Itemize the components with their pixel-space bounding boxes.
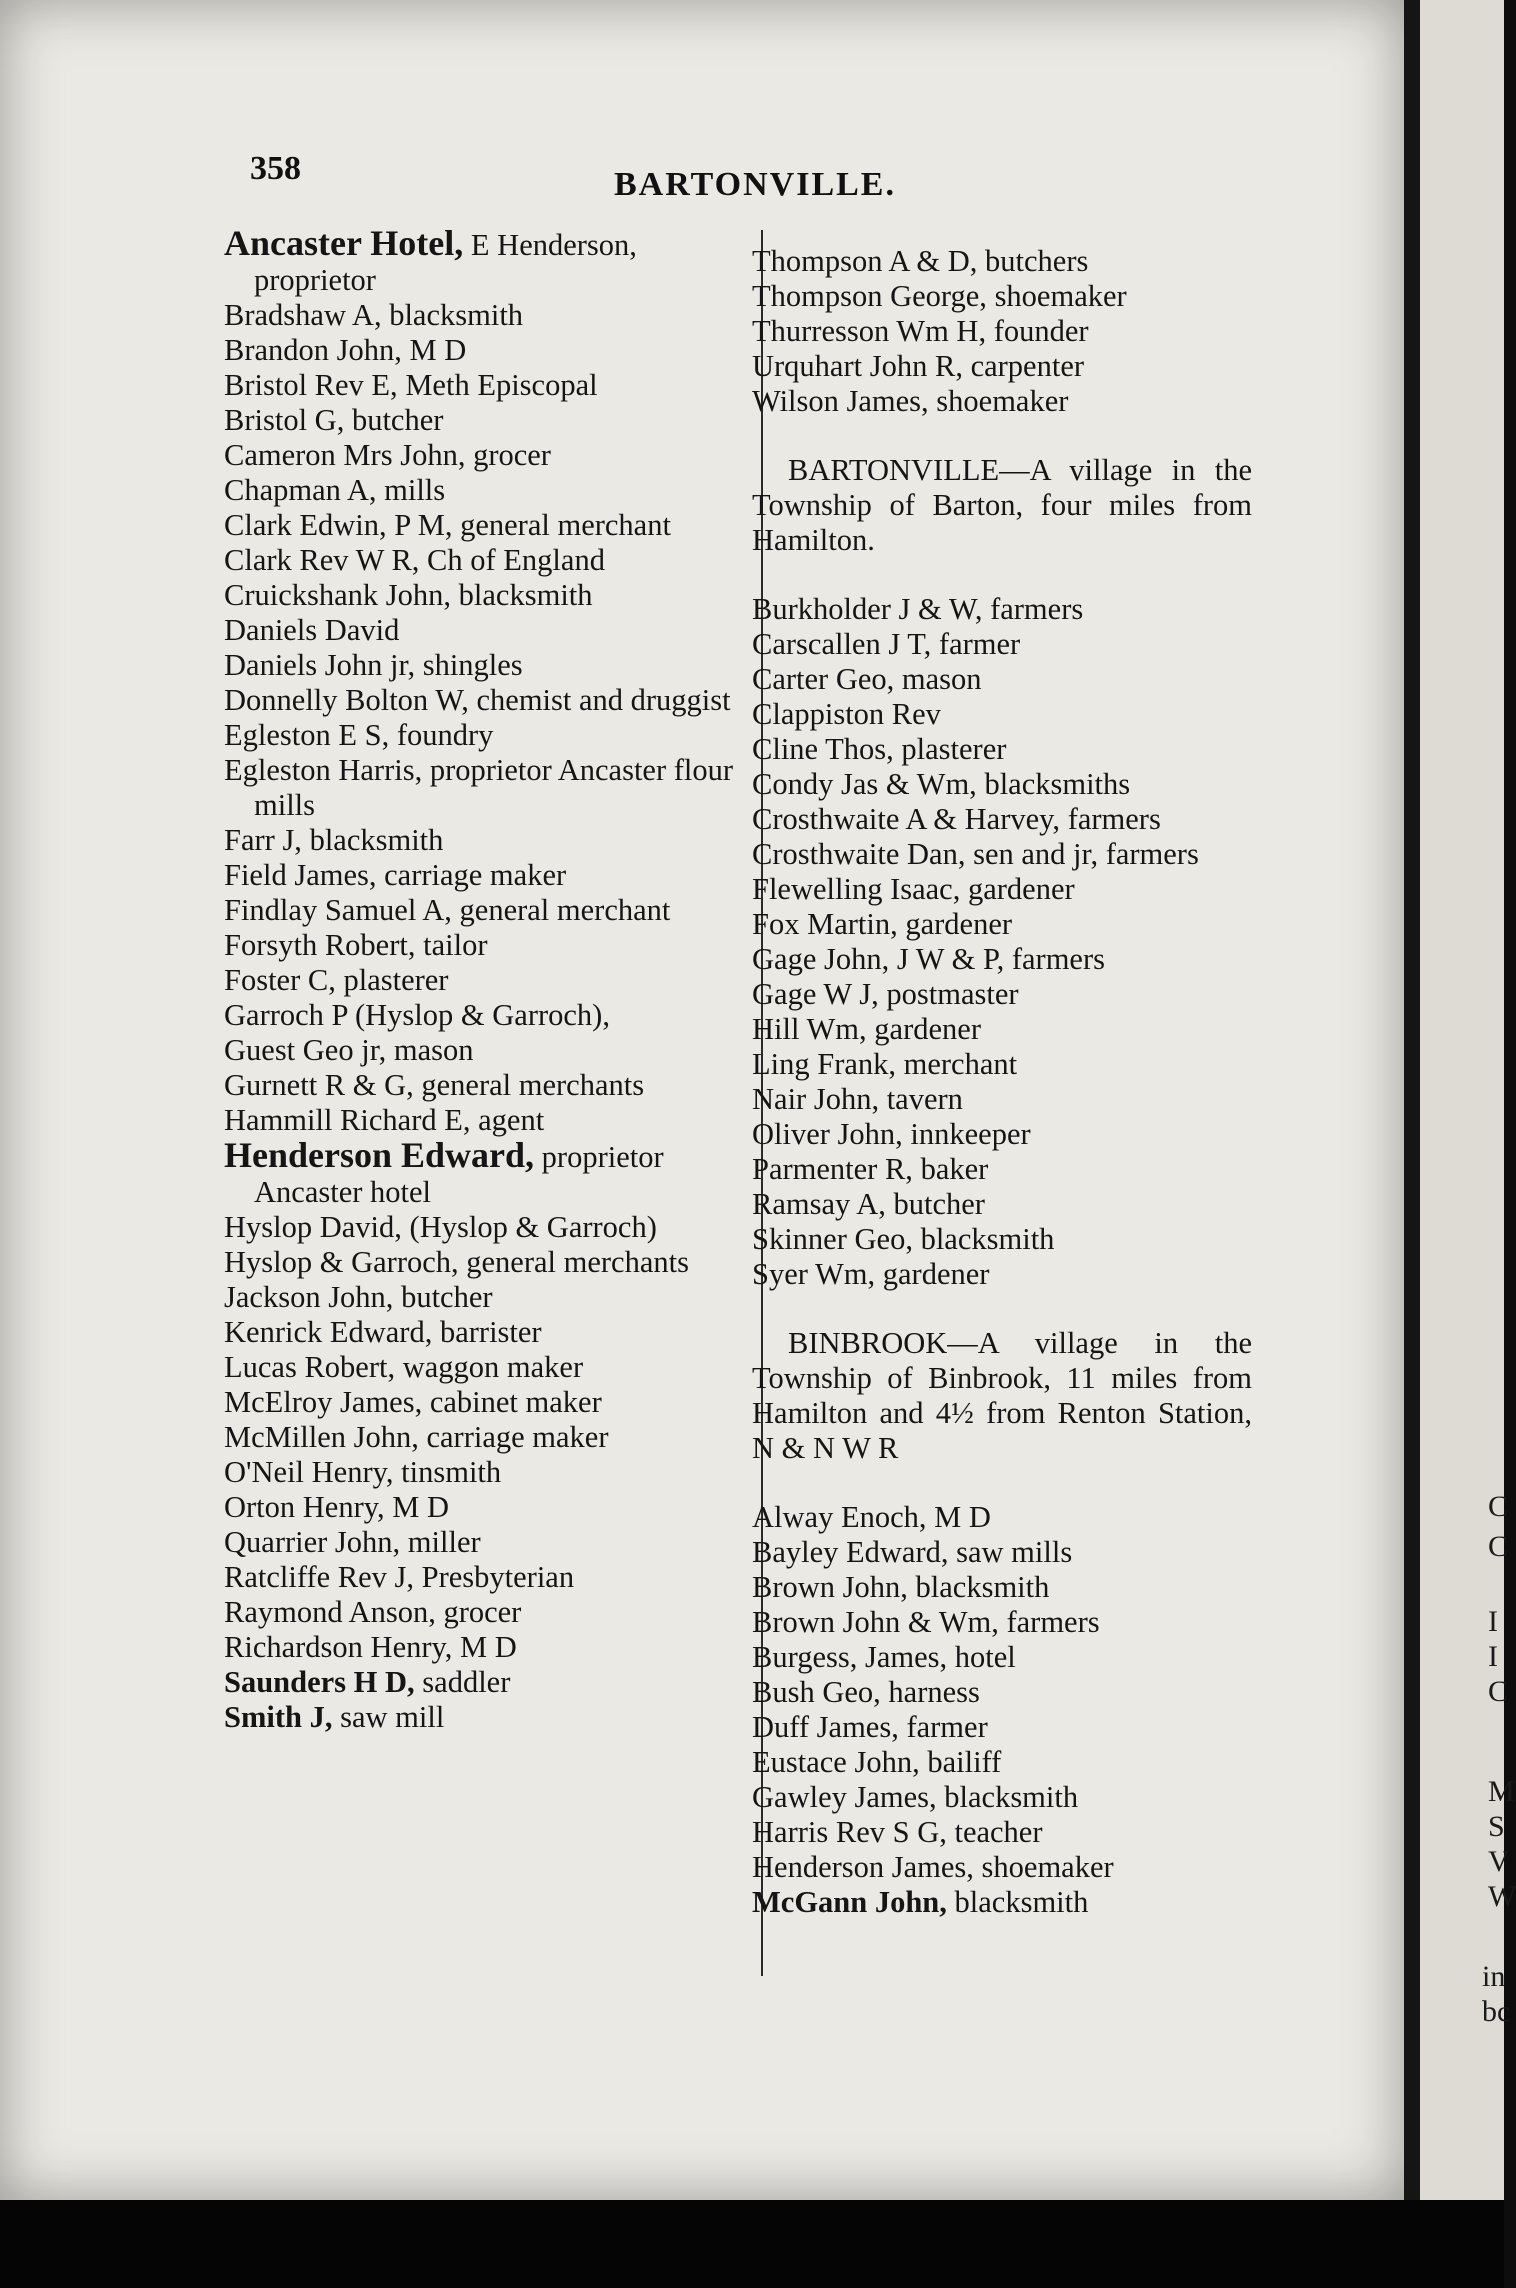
entry-description: waggon maker (395, 1350, 584, 1384)
section-gap (752, 558, 1252, 592)
directory-entry (224, 1210, 744, 1245)
entry-description: general merchants (458, 1245, 689, 1279)
entry-name: Lucas Robert, (224, 1350, 396, 1384)
directory-entry (224, 753, 744, 823)
directory-entry (224, 1455, 744, 1490)
entry-name: Eustace John, (752, 1745, 920, 1779)
directory-entry (752, 1815, 1252, 1850)
entry-description: carpenter (962, 349, 1085, 383)
directory-entry (224, 1630, 744, 1665)
entry-name: Parmenter R, (752, 1152, 913, 1186)
entry-description: blacksmith (301, 823, 444, 857)
entry-name: Henderson James, (752, 1850, 974, 1884)
directory-entry (752, 872, 1252, 907)
entry-name: Chapman A, (224, 473, 377, 507)
directory-entry (752, 1885, 1252, 1920)
entry-name: Hyslop & Garroch, (224, 1245, 459, 1279)
directory-entry (224, 473, 744, 508)
entry-description: blacksmith (907, 1570, 1050, 1604)
entry-description: blacksmith (912, 1222, 1055, 1256)
entry-description: cabinet maker (422, 1385, 602, 1419)
entry-name: Carter Geo, (752, 662, 895, 696)
entry-name: Hill Wm, (752, 1012, 867, 1046)
directory-entry (752, 1082, 1252, 1117)
scan-bottom-edge (0, 2200, 1504, 2288)
entry-name: Flewelling Isaac, (752, 872, 961, 906)
entry-name: Quarrier John, (224, 1525, 401, 1559)
directory-entry (224, 543, 744, 578)
facing-page-fragment: C (1488, 1530, 1509, 1563)
directory-entry (224, 223, 744, 298)
directory-entry (224, 893, 744, 928)
directory-entry (752, 384, 1252, 419)
directory-entry (224, 1280, 744, 1315)
entry-description: farmers (998, 1605, 1100, 1639)
entry-description: farmers (982, 592, 1084, 626)
directory-entry (752, 1675, 1252, 1710)
entry-name: Gage W J, (752, 977, 879, 1011)
entry-description: baker (912, 1152, 989, 1186)
entry-description: Ch of England (419, 543, 605, 577)
entry-name: Syer Wm, (752, 1257, 876, 1291)
entry-description: plasterer (893, 732, 1007, 766)
directory-entry (752, 1850, 1252, 1885)
entry-description: butcher (393, 1280, 493, 1314)
entry-name: McMillen John, (224, 1420, 419, 1454)
entry-name: Garroch P (224, 998, 348, 1032)
entry-name: Daniels David (224, 613, 400, 647)
entry-name: Daniels John jr, (224, 648, 416, 682)
directory-entry (224, 1245, 744, 1280)
entry-description: mills (376, 473, 446, 507)
directory-entry (752, 1640, 1252, 1675)
directory-entry (752, 592, 1252, 627)
entry-name: Findlay Samuel A, (224, 893, 452, 927)
directory-entry (752, 1500, 1252, 1535)
bartonville-intro: BARTONVILLE—A village in the Township of Barton, four miles from Hamilton. (752, 453, 1252, 557)
directory-entry (224, 1350, 744, 1385)
entry-description: butchers (977, 244, 1089, 278)
entry-name: Duff James, (752, 1710, 899, 1744)
entry-description: tailor (415, 928, 488, 962)
entry-description: farmer (931, 627, 1021, 661)
facing-page-fragment: M (1488, 1775, 1515, 1808)
entry-description: bailiff (919, 1745, 1002, 1779)
directory-entry (224, 578, 744, 613)
facing-page-fragment: I (1488, 1640, 1498, 1673)
facing-page-fragment: I (1488, 1605, 1498, 1638)
facing-page-fragment: in (1482, 1960, 1506, 1993)
entry-description: saddler (414, 1665, 511, 1699)
entry-name: Thurresson Wm H, (752, 314, 987, 348)
entry-description: M D (384, 1490, 450, 1524)
right-column (752, 244, 1252, 1920)
entry-description: harness (880, 1675, 980, 1709)
entry-name: Crosthwaite A & Harvey, (752, 802, 1061, 836)
entry-name: Jackson John, (224, 1280, 394, 1314)
entry-description: proprietor Ancaster flour mills (254, 753, 734, 822)
entry-name: Egleston Harris, (224, 753, 423, 787)
entry-name: Burkholder J & W, (752, 592, 983, 626)
entry-name: Ratcliffe Rev J, (224, 1560, 415, 1594)
entry-name: McElroy James, (224, 1385, 423, 1419)
directory-entry (752, 1780, 1252, 1815)
entry-description: (Hyslop & Garroch) (401, 1210, 657, 1244)
entry-description: grocer (435, 1595, 522, 1629)
directory-entry (752, 1222, 1252, 1257)
entry-name: Alway Enoch, (752, 1500, 927, 1534)
directory-entry (224, 648, 744, 683)
entry-description: gardener (875, 1257, 990, 1291)
entry-description: postmaster (878, 977, 1019, 1011)
directory-entry (224, 1560, 744, 1595)
entry-name: Fox Martin, (752, 907, 898, 941)
directory-entry (752, 1710, 1252, 1745)
entry-name: Condy Jas & Wm, (752, 767, 977, 801)
entry-description: gardener (897, 907, 1013, 941)
entry-name: Donnelly Bolton W, (224, 683, 469, 717)
directory-entry (752, 837, 1252, 872)
entry-name: Ramsay A, (752, 1187, 886, 1221)
entry-name: Wilson James, (752, 384, 929, 418)
entry-name: Raymond Anson, (224, 1595, 436, 1629)
directory-entry (752, 907, 1252, 942)
directory-entry (752, 1187, 1252, 1222)
entry-description: gardener (960, 872, 1075, 906)
entry-name: Smith J, (224, 1700, 333, 1734)
entry-name: Harris Rev S G, (752, 1815, 947, 1849)
entry-description: founder (986, 314, 1089, 348)
entry-name: Carscallen J T, (752, 627, 932, 661)
entry-description: M D (452, 1630, 517, 1664)
binbrook-intro: BINBROOK—A village in the Township of Binbrook, 11 miles from Hamilton and 4½ from Renton Station, N & N W R (752, 1326, 1252, 1465)
entry-description: J W & P, farmers (889, 942, 1105, 976)
directory-entry (752, 662, 1252, 697)
entry-name: Saunders H D, (224, 1665, 415, 1699)
facing-page-fragment: V (1488, 1845, 1510, 1878)
entry-description: blacksmith (451, 578, 593, 612)
directory-entry (752, 1570, 1252, 1605)
entry-name: Henderson Edward, (224, 1135, 535, 1175)
entry-name: Thompson George, (752, 279, 987, 313)
entry-name: Bristol G, (224, 403, 345, 437)
directory-entry (224, 963, 744, 998)
section-gap (752, 1292, 1252, 1326)
entry-description: hotel (947, 1640, 1016, 1674)
directory-entry (224, 1665, 744, 1700)
entry-description: mason (386, 1033, 474, 1067)
entry-description: miller (400, 1525, 481, 1559)
entry-description: general merchant (451, 893, 671, 927)
entry-description: plasterer (335, 963, 449, 997)
entry-name: Clark Edwin, (224, 508, 387, 542)
directory-entry (752, 1745, 1252, 1780)
entry-name: Urquhart John R, (752, 349, 963, 383)
directory-entry (752, 244, 1252, 279)
entry-name: Guest Geo jr, (224, 1033, 387, 1067)
entry-name: Bayley Edward, (752, 1535, 949, 1569)
section-gap (752, 1466, 1252, 1500)
entry-name: Richardson Henry, (224, 1630, 453, 1664)
entry-description: innkeeper (902, 1117, 1031, 1151)
entry-description: blacksmith (936, 1780, 1079, 1814)
entry-name: Hammill Richard E, (224, 1103, 471, 1137)
entry-name: Oliver John, (752, 1117, 903, 1151)
entry-name: Cline Thos, (752, 732, 894, 766)
directory-entry (224, 508, 744, 543)
directory-entry (224, 403, 744, 438)
entry-name: Bush Geo, (752, 1675, 881, 1709)
entry-name: Gage John, (752, 942, 890, 976)
entry-description: agent (470, 1103, 545, 1137)
entry-description: tinsmith (393, 1455, 502, 1489)
facing-page-fragment: C (1488, 1675, 1509, 1708)
entry-description: butcher (344, 403, 444, 437)
entry-description: shingles (415, 648, 523, 682)
entry-description: shoemaker (973, 1850, 1114, 1884)
entry-description: P M, general merchant (386, 508, 671, 542)
directory-entry (224, 1315, 744, 1350)
entry-description: M D (926, 1500, 991, 1534)
entry-name: Skinner Geo, (752, 1222, 913, 1256)
entry-description: carriage maker (418, 1420, 609, 1454)
entry-description: tavern (879, 1082, 963, 1116)
directory-entry (224, 1595, 744, 1630)
directory-entry (752, 802, 1252, 837)
entry-name: Brown John & Wm, (752, 1605, 999, 1639)
directory-entry (224, 823, 744, 858)
entry-name: Kenrick Edward, (224, 1315, 433, 1349)
facing-page-fragment: bc (1482, 1995, 1511, 2028)
entry-name: Bradshaw A, (224, 298, 382, 332)
entry-description: Meth Episcopal (397, 368, 598, 402)
entry-name: Farr J, (224, 823, 302, 857)
entry-description: farmer (898, 1710, 988, 1744)
entry-description: chemist and druggist (468, 683, 731, 717)
entry-description: blacksmith (946, 1885, 1089, 1919)
entry-name: Thompson A & D, (752, 244, 978, 278)
facing-page-fragment: W (1488, 1880, 1516, 1913)
directory-entry (224, 928, 744, 963)
entry-description: teacher (946, 1815, 1043, 1849)
entry-description: blacksmith (381, 298, 524, 332)
directory-entry (752, 1117, 1252, 1152)
directory-entry (224, 1700, 744, 1735)
directory-entry (752, 1047, 1252, 1082)
entry-description: general merchants (413, 1068, 645, 1102)
binbrook-entries (752, 1500, 1252, 1920)
entry-description: shoemaker (928, 384, 1069, 418)
directory-entry (752, 767, 1252, 802)
entry-name: Clark Rev W R, (224, 543, 420, 577)
directory-entry (752, 1535, 1252, 1570)
directory-entry (752, 1152, 1252, 1187)
directory-entry (224, 1420, 744, 1455)
entry-name: Gurnett R & G, (224, 1068, 414, 1102)
entry-name: Bristol Rev E, (224, 368, 398, 402)
entry-name: Forsyth Robert, (224, 928, 416, 962)
directory-entry (224, 1490, 744, 1525)
entry-description: barrister (432, 1315, 542, 1349)
directory-entry (224, 1033, 744, 1068)
entry-description: blacksmiths (976, 767, 1131, 801)
directory-entry (224, 333, 744, 368)
entry-description: merchant (896, 1047, 1018, 1081)
directory-entry (752, 279, 1252, 314)
directory-entry (224, 1068, 744, 1103)
entry-description: gardener (866, 1012, 981, 1046)
directory-entry (224, 718, 744, 753)
entry-description: E Henderson, proprietor (254, 228, 637, 297)
entry-name: Hyslop David, (224, 1210, 402, 1244)
running-head: BARTONVILLE. (614, 166, 896, 203)
directory-entry (224, 858, 744, 893)
directory-entry (224, 998, 744, 1033)
left-column (224, 223, 744, 1735)
directory-entry (752, 697, 1252, 732)
facing-page-fragment: S (1488, 1810, 1505, 1843)
directory-entry (224, 1135, 744, 1210)
entry-name: Foster C, (224, 963, 336, 997)
directory-entry (224, 683, 744, 718)
directory-entry (224, 368, 744, 403)
entry-description: mason (894, 662, 982, 696)
entry-name: Brown John, (752, 1570, 908, 1604)
entry-description: saw mills (948, 1535, 1073, 1569)
entry-description: farmers (1060, 802, 1161, 836)
entry-description: saw mill (332, 1700, 445, 1734)
entry-description: butcher (885, 1187, 985, 1221)
directory-entry (752, 314, 1252, 349)
entry-description: (Hyslop & Garroch), (347, 998, 610, 1032)
bartonville-entries (752, 592, 1252, 1292)
directory-entry (224, 298, 744, 333)
entry-description: carriage maker (376, 858, 567, 892)
directory-entry (224, 1103, 744, 1138)
page-number: 358 (250, 150, 301, 187)
entry-name: Clappiston Rev (752, 697, 941, 731)
entry-name: Orton Henry, (224, 1490, 385, 1524)
entry-name: Gawley James, (752, 1780, 937, 1814)
entry-name: Egleston E S, (224, 718, 390, 752)
entry-name: O'Neil Henry, (224, 1455, 394, 1489)
right-top-entries (752, 244, 1252, 419)
directory-entry (752, 349, 1252, 384)
entry-name: Ling Frank, (752, 1047, 897, 1081)
entry-description: M D (401, 333, 467, 367)
facing-page-fragment: C (1488, 1490, 1509, 1523)
directory-entry (752, 977, 1252, 1012)
entry-name: Cruickshank John, (224, 578, 452, 612)
facing-page-edge (1420, 0, 1516, 2200)
directory-entry (752, 1605, 1252, 1640)
entry-description: foundry (389, 718, 494, 752)
directory-entry (752, 627, 1252, 662)
entry-description: shoemaker (986, 279, 1127, 313)
directory-entry (752, 732, 1252, 767)
directory-entry (224, 1385, 744, 1420)
directory-entry (752, 1012, 1252, 1047)
entry-description: proprietor Ancaster hotel (254, 1140, 664, 1209)
entry-name: Brandon John, (224, 333, 402, 367)
entry-description: Presbyterian (414, 1560, 575, 1594)
entry-name: Crosthwaite Dan, (752, 837, 966, 871)
section-gap (752, 419, 1252, 453)
entry-name: Ancaster Hotel, (224, 223, 464, 263)
directory-entry (224, 438, 744, 473)
entry-name: Nair John, (752, 1082, 880, 1116)
entry-name: McGann John, (752, 1885, 947, 1919)
entry-name: Cameron Mrs John, (224, 438, 466, 472)
entry-name: Field James, (224, 858, 377, 892)
directory-entry (752, 1257, 1252, 1292)
entry-description: sen and jr, farmers (965, 837, 1199, 871)
directory-entry (752, 942, 1252, 977)
directory-entry (224, 1525, 744, 1560)
entry-description: grocer (465, 438, 551, 472)
entry-name: Burgess, James, (752, 1640, 948, 1674)
directory-entry (224, 613, 744, 648)
